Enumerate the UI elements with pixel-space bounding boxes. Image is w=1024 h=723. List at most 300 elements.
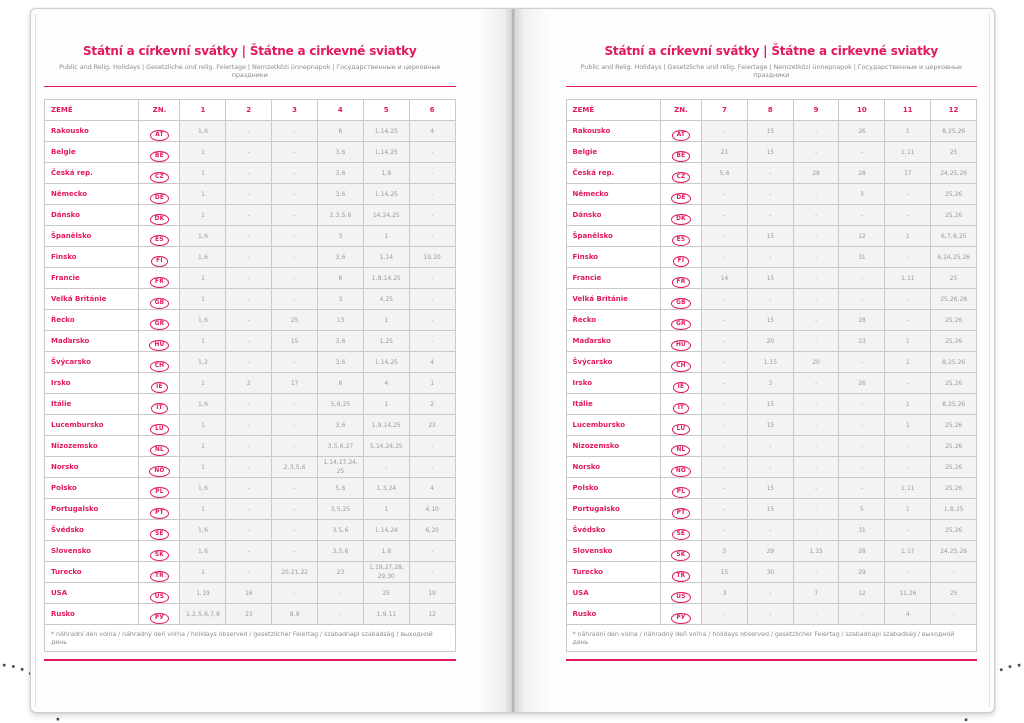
country-name: Dánsko [45, 205, 139, 226]
page-title: Státní a církevní svátky | Štátne a cirkevné sviatky [604, 44, 939, 58]
month-column-header: 9 [793, 100, 839, 121]
code-cell [660, 142, 701, 163]
holiday-days-cell: - [226, 499, 272, 520]
country-code-badge: NL [150, 445, 169, 456]
bottom-accent-rule [566, 659, 978, 661]
holiday-days-cell: - [701, 352, 747, 373]
holiday-days-cell: 15 [747, 142, 793, 163]
holiday-days-cell: 1, 9, 11 [363, 604, 409, 625]
holiday-days-cell: - [701, 457, 747, 478]
holiday-days-cell: - [793, 499, 839, 520]
bottom-accent-rule [44, 659, 456, 661]
holiday-days-cell: 1, 19, 27, 28, 29, 30 [363, 562, 409, 583]
country-row [45, 436, 456, 457]
holiday-days-cell: - [409, 457, 455, 478]
header-row [566, 100, 977, 121]
holiday-days-cell: - [793, 142, 839, 163]
country-name: Portugalsko [45, 499, 139, 520]
holiday-days-cell: 3, 6 [317, 163, 363, 184]
code-cell [139, 142, 180, 163]
code-cell [660, 205, 701, 226]
holiday-days-cell: - [793, 226, 839, 247]
country-code-badge: FI [673, 256, 690, 267]
holiday-days-cell: 20 [793, 352, 839, 373]
country-row [566, 562, 977, 583]
holiday-days-cell: 1, 8, 25 [931, 499, 977, 520]
country-code-badge: PL [672, 487, 690, 498]
country-code-badge: FR [672, 277, 691, 288]
holiday-days-cell: - [226, 205, 272, 226]
holiday-days-cell: 6, 20 [409, 520, 455, 541]
country-row [566, 310, 977, 331]
holiday-days-cell: 1, 6 [180, 226, 226, 247]
country-name: USA [45, 583, 139, 604]
country-code-badge: ES [672, 235, 691, 246]
country-row [566, 583, 977, 604]
holiday-days-cell: - [317, 583, 363, 604]
holiday-days-cell: 15 [747, 499, 793, 520]
code-cell [139, 331, 180, 352]
holiday-days-cell: 12 [409, 604, 455, 625]
holiday-days-cell: 1 [180, 268, 226, 289]
country-row [45, 604, 456, 625]
holiday-days-cell: 1, 6 [180, 310, 226, 331]
month-column-header: 4 [317, 100, 363, 121]
holiday-days-cell: - [701, 289, 747, 310]
holiday-days-cell: 25 [363, 583, 409, 604]
country-row [45, 142, 456, 163]
holiday-days-cell: - [701, 520, 747, 541]
country-column-header: ZEMĚ [566, 100, 660, 121]
holiday-days-cell: 1 [180, 205, 226, 226]
holiday-days-cell: - [409, 226, 455, 247]
holiday-days-cell: 25, 26 [931, 457, 977, 478]
code-cell [139, 436, 180, 457]
country-row [566, 436, 977, 457]
holiday-days-cell: - [793, 289, 839, 310]
holiday-days-cell: 1, 14, 17, 24, 25 [317, 457, 363, 478]
holiday-days-cell: 2, 3, 5, 6 [317, 205, 363, 226]
code-cell [660, 583, 701, 604]
holiday-days-cell: - [885, 289, 931, 310]
country-name: Polsko [566, 478, 660, 499]
country-row [566, 268, 977, 289]
page-subtitle: Public and Relig. Holidays | Gesetzliche und relig. Feiertage | Nemzetközi ünnepnapok | Государственные и церковные праздники [44, 63, 456, 87]
country-name: Maďarsko [566, 331, 660, 352]
holiday-days-cell: 1, 15 [793, 541, 839, 562]
holiday-days-cell: 19, 20 [409, 247, 455, 268]
holiday-days-cell: 1 [885, 415, 931, 436]
holiday-days-cell: - [793, 457, 839, 478]
holiday-days-cell: - [272, 268, 318, 289]
holiday-days-cell: 1, 6 [180, 394, 226, 415]
holiday-days-cell: 25, 26 [931, 310, 977, 331]
country-name: Norsko [45, 457, 139, 478]
holiday-days-cell: 25, 26 [931, 331, 977, 352]
country-name: Dánsko [566, 205, 660, 226]
holiday-days-cell: - [793, 436, 839, 457]
holiday-days-cell: - [793, 268, 839, 289]
holiday-days-cell: 3 [317, 289, 363, 310]
holiday-days-cell: 15 [747, 226, 793, 247]
code-cell [139, 205, 180, 226]
holiday-days-cell: 1 [363, 226, 409, 247]
country-code-badge: PT [150, 508, 169, 519]
holiday-days-cell: - [747, 205, 793, 226]
holiday-days-cell: - [747, 604, 793, 625]
holiday-days-cell: 4 [363, 373, 409, 394]
country-code-badge: NO [671, 466, 691, 477]
country-column-header: ZEMĚ [45, 100, 139, 121]
country-code-badge: SE [672, 529, 691, 540]
holiday-days-cell: - [226, 415, 272, 436]
holiday-days-cell: - [226, 289, 272, 310]
holiday-days-cell: 11, 26 [885, 583, 931, 604]
holiday-days-cell: 25 [931, 142, 977, 163]
holiday-days-cell: - [839, 268, 885, 289]
holiday-days-cell: 3, 5, 6, 27 [317, 436, 363, 457]
holiday-days-cell: 1 [180, 499, 226, 520]
country-code-badge: GR [150, 319, 170, 330]
country-code-badge: CH [150, 361, 170, 372]
country-code-badge: US [671, 592, 690, 603]
country-row [45, 583, 456, 604]
holiday-days-cell: - [747, 247, 793, 268]
holiday-days-cell: - [226, 268, 272, 289]
code-cell [139, 163, 180, 184]
month-column-header: 10 [839, 100, 885, 121]
holiday-days-cell: - [701, 184, 747, 205]
holiday-days-cell: - [839, 457, 885, 478]
holiday-days-cell: 1 [363, 394, 409, 415]
code-cell [660, 394, 701, 415]
holiday-days-cell: - [839, 394, 885, 415]
holiday-days-cell: 25, 26 [931, 373, 977, 394]
holiday-days-cell: - [272, 415, 318, 436]
holiday-days-cell: 14 [701, 268, 747, 289]
code-cell [660, 436, 701, 457]
holiday-days-cell: - [272, 289, 318, 310]
holiday-days-cell: 13 [317, 310, 363, 331]
country-name: Rakousko [566, 121, 660, 142]
country-row [45, 457, 456, 478]
country-row [566, 541, 977, 562]
code-cell [660, 163, 701, 184]
country-name: Maďarsko [45, 331, 139, 352]
holiday-days-cell: 15 [272, 331, 318, 352]
holiday-days-cell: 2, 3, 5, 6 [272, 457, 318, 478]
country-name: Česká rep. [45, 163, 139, 184]
country-row [45, 205, 456, 226]
code-cell [139, 562, 180, 583]
holiday-days-cell: 20, 21, 22 [272, 562, 318, 583]
holiday-days-cell: - [409, 436, 455, 457]
holiday-days-cell: - [409, 562, 455, 583]
holiday-days-cell: 1 [180, 142, 226, 163]
holiday-days-cell: - [701, 415, 747, 436]
holiday-days-cell: - [839, 478, 885, 499]
holiday-days-cell: 28 [839, 541, 885, 562]
country-row [566, 184, 977, 205]
country-name: Německo [45, 184, 139, 205]
country-code-badge: CH [671, 361, 691, 372]
country-name: Lucembursko [45, 415, 139, 436]
holiday-days-cell: - [793, 415, 839, 436]
country-name: Slovensko [566, 541, 660, 562]
country-name: Itálie [45, 394, 139, 415]
code-cell [139, 415, 180, 436]
holiday-days-cell: 6, 24, 25, 26 [931, 247, 977, 268]
holiday-days-cell: 1 [885, 226, 931, 247]
code-cell [139, 310, 180, 331]
country-code-badge: DK [671, 214, 691, 225]
holiday-days-cell: 3, 6 [317, 352, 363, 373]
right-page [513, 9, 995, 712]
holiday-days-cell: 1 [180, 163, 226, 184]
holiday-days-cell: 1 [180, 331, 226, 352]
footnote: * náhradní den volna / náhradný deň voľna / holidays observed / gesetzlicher Feiertag / szabadnapi szabadság / выходной день [45, 625, 456, 652]
country-code-badge: NO [149, 466, 169, 477]
holiday-days-cell: - [701, 205, 747, 226]
holiday-days-cell: 1, 2, 5, 6, 7, 8 [180, 604, 226, 625]
country-code-badge: IE [151, 382, 168, 393]
country-row [45, 478, 456, 499]
country-row [45, 541, 456, 562]
holiday-days-cell: - [701, 373, 747, 394]
country-name: Itálie [566, 394, 660, 415]
holiday-days-cell: - [793, 121, 839, 142]
holiday-days-cell: - [272, 394, 318, 415]
holiday-days-cell: 1 [885, 331, 931, 352]
holiday-days-cell: 25 [931, 268, 977, 289]
code-cell [660, 310, 701, 331]
holiday-days-cell: 1 [363, 310, 409, 331]
holiday-days-cell: 25, 26 [931, 184, 977, 205]
holiday-days-cell: 1, 8 [363, 541, 409, 562]
holiday-days-cell: 25, 26 [931, 520, 977, 541]
holiday-days-cell: 31 [839, 247, 885, 268]
holiday-days-cell: 1, 6 [180, 478, 226, 499]
country-code-badge: HU [671, 340, 691, 351]
holiday-days-cell: - [839, 604, 885, 625]
holiday-days-cell: 8, 25, 26 [931, 121, 977, 142]
country-name: Finsko [566, 247, 660, 268]
code-cell [139, 478, 180, 499]
holiday-days-cell: 8, 9 [272, 604, 318, 625]
country-name: Velká Británie [45, 289, 139, 310]
month-column-header: 1 [180, 100, 226, 121]
holiday-days-cell: - [701, 331, 747, 352]
month-column-header: 7 [701, 100, 747, 121]
code-cell [139, 373, 180, 394]
country-name: Česká rep. [566, 163, 660, 184]
country-code-badge: РУ [671, 613, 690, 624]
country-code-badge: SE [150, 529, 169, 540]
holiday-days-cell: - [226, 352, 272, 373]
code-cell [660, 499, 701, 520]
holiday-days-cell: - [885, 184, 931, 205]
code-cell [660, 478, 701, 499]
holiday-days-cell: - [839, 142, 885, 163]
country-name: Belgie [45, 142, 139, 163]
holiday-days-cell: 1, 8, 14, 25 [363, 268, 409, 289]
holiday-days-cell: 15 [747, 268, 793, 289]
holiday-days-cell: - [885, 562, 931, 583]
holiday-days-cell: 1, 6 [180, 520, 226, 541]
holiday-days-cell: 1, 14 [363, 247, 409, 268]
month-column-header: 2 [226, 100, 272, 121]
code-cell [660, 520, 701, 541]
holiday-days-cell: - [747, 436, 793, 457]
holiday-days-cell: 6 [317, 373, 363, 394]
holiday-days-cell: 1, 11 [885, 142, 931, 163]
country-code-badge: BE [672, 151, 691, 162]
country-code-badge: DE [150, 193, 169, 204]
holidays-table-months-7-12 [566, 99, 978, 652]
holiday-days-cell: 23 [409, 415, 455, 436]
holiday-days-cell: 3, 6 [317, 415, 363, 436]
holiday-days-cell: 8, 25, 26 [931, 394, 977, 415]
holiday-days-cell: 1 [885, 121, 931, 142]
holidays-table-months-1-6 [44, 99, 456, 652]
holiday-days-cell: 21 [701, 142, 747, 163]
holiday-days-cell: 5, 6 [317, 478, 363, 499]
holiday-days-cell: 5, 6 [701, 163, 747, 184]
country-code-badge: US [150, 592, 169, 603]
month-column-header: 8 [747, 100, 793, 121]
holiday-days-cell: 5, 6, 25 [317, 394, 363, 415]
country-code-badge: PT [672, 508, 691, 519]
code-cell [139, 394, 180, 415]
country-code-badge: LU [150, 424, 169, 435]
code-column-header: ZN. [660, 100, 701, 121]
country-code-badge: FI [151, 256, 168, 267]
holiday-days-cell: 3 [317, 226, 363, 247]
country-name: Norsko [566, 457, 660, 478]
holiday-days-cell: - [701, 310, 747, 331]
country-name: Řecko [45, 310, 139, 331]
holiday-days-cell: - [885, 310, 931, 331]
holiday-days-cell: - [226, 394, 272, 415]
country-name: Francie [566, 268, 660, 289]
holiday-days-cell: 6, 7, 8, 25 [931, 226, 977, 247]
holiday-days-cell: 4 [409, 121, 455, 142]
holiday-days-cell: - [226, 457, 272, 478]
holiday-days-cell: 1, 9, 14, 25 [363, 415, 409, 436]
holiday-days-cell: 30 [747, 562, 793, 583]
country-code-badge: AT [150, 130, 168, 141]
holiday-days-cell: - [701, 394, 747, 415]
holiday-days-cell: - [747, 520, 793, 541]
code-cell [660, 541, 701, 562]
holiday-days-cell: 15 [747, 310, 793, 331]
holiday-days-cell: - [272, 184, 318, 205]
country-name: Slovensko [45, 541, 139, 562]
holiday-days-cell: 6 [317, 121, 363, 142]
country-name: Švýcarsko [45, 352, 139, 373]
holiday-days-cell: 15 [747, 121, 793, 142]
holiday-days-cell: 3 [701, 583, 747, 604]
holiday-days-cell: 15 [747, 415, 793, 436]
code-cell [660, 268, 701, 289]
footnote-row [45, 625, 456, 652]
holiday-days-cell: 3, 5, 25 [317, 499, 363, 520]
country-code-badge: GB [150, 298, 170, 309]
holiday-days-cell: - [839, 205, 885, 226]
country-code-badge: IE [673, 382, 690, 393]
holiday-days-cell: 4, 10 [409, 499, 455, 520]
country-row [45, 331, 456, 352]
country-row [566, 142, 977, 163]
holiday-days-cell: - [839, 415, 885, 436]
holiday-days-cell: - [885, 436, 931, 457]
footnote: * náhradní den volna / náhradný deň voľna / holidays observed / gesetzlicher Feiertag / szabadnapi szabadság / выходной день [566, 625, 977, 652]
holiday-days-cell: 3, 6 [317, 331, 363, 352]
holiday-days-cell: 4 [409, 352, 455, 373]
holiday-days-cell: 15 [747, 394, 793, 415]
code-cell [660, 331, 701, 352]
holiday-days-cell: 26 [839, 373, 885, 394]
holiday-days-cell: - [226, 121, 272, 142]
country-row [45, 121, 456, 142]
holiday-days-cell: 1, 6 [180, 247, 226, 268]
holiday-days-cell: 3, 5, 6 [317, 520, 363, 541]
code-cell [139, 268, 180, 289]
holiday-days-cell: - [839, 289, 885, 310]
code-cell [139, 247, 180, 268]
holiday-days-cell: - [272, 163, 318, 184]
code-cell [660, 373, 701, 394]
month-column-header: 12 [931, 100, 977, 121]
country-row [45, 394, 456, 415]
country-name: Španělsko [566, 226, 660, 247]
holiday-days-cell: - [409, 268, 455, 289]
country-code-badge: DE [671, 193, 690, 204]
country-row [45, 562, 456, 583]
country-name: Rakousko [45, 121, 139, 142]
code-cell [660, 226, 701, 247]
holiday-days-cell: 5 [701, 541, 747, 562]
holiday-days-cell: - [272, 583, 318, 604]
country-name: Francie [45, 268, 139, 289]
holiday-days-cell: - [885, 457, 931, 478]
holiday-days-cell: - [409, 310, 455, 331]
holiday-days-cell: 25, 26 [931, 436, 977, 457]
holiday-days-cell: - [793, 310, 839, 331]
holiday-days-cell: - [793, 478, 839, 499]
holiday-days-cell: 28 [839, 310, 885, 331]
holiday-days-cell: 28 [793, 163, 839, 184]
holiday-days-cell: 3, 6 [317, 142, 363, 163]
code-cell [139, 541, 180, 562]
holiday-days-cell: - [226, 163, 272, 184]
holiday-days-cell: 1, 11 [885, 478, 931, 499]
holiday-days-cell: 1 [180, 415, 226, 436]
code-cell [139, 289, 180, 310]
holiday-days-cell: - [272, 247, 318, 268]
holiday-days-cell: 25, 26, 28 [931, 289, 977, 310]
holiday-days-cell: 7 [793, 583, 839, 604]
country-name: Belgie [566, 142, 660, 163]
holiday-days-cell: 1 [180, 457, 226, 478]
country-code-badge: TR [672, 571, 691, 582]
country-row [45, 520, 456, 541]
code-cell [660, 121, 701, 142]
country-code-badge: HU [149, 340, 169, 351]
holiday-days-cell: 1, 15 [747, 352, 793, 373]
code-cell [660, 352, 701, 373]
holiday-days-cell: 3 [747, 373, 793, 394]
